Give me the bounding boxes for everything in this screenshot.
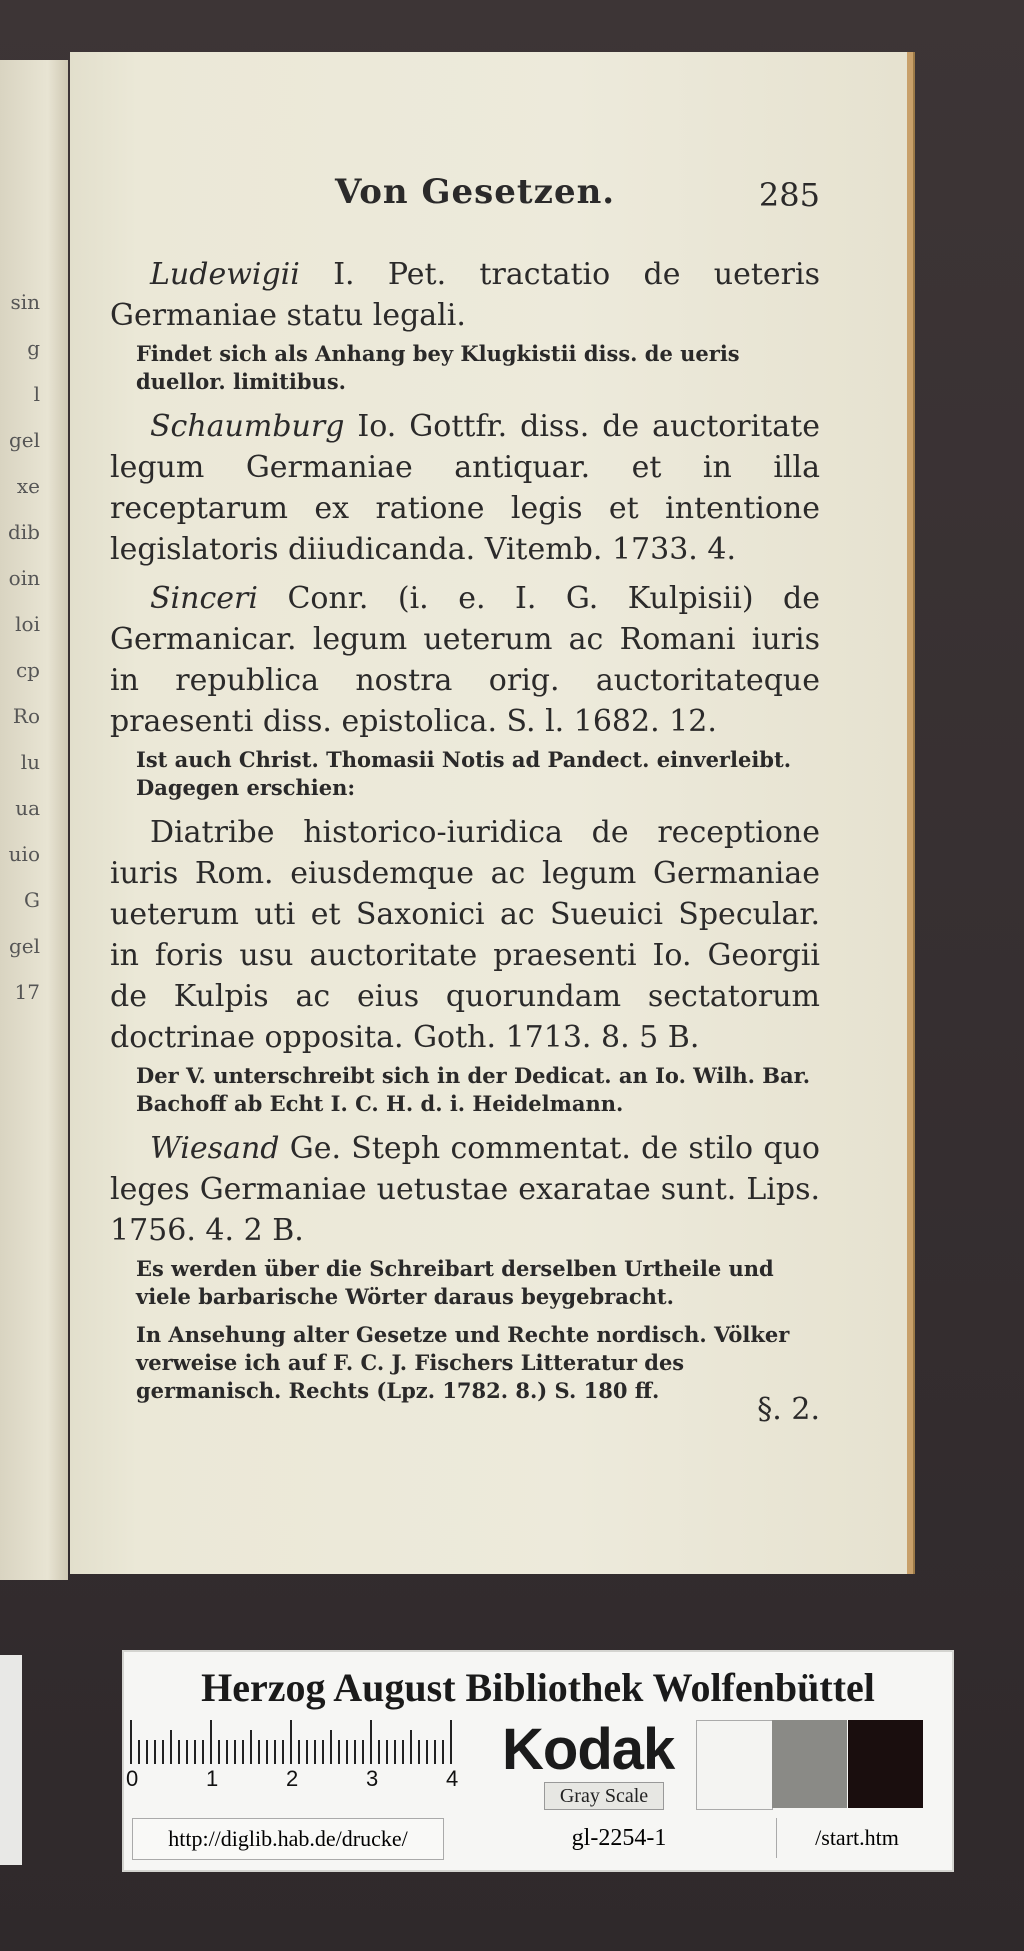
ruler-tick — [218, 1740, 220, 1764]
entry-text: Conr. (i. e. I. G. Kulpisii) de Germanicar. legum ueterum ac Romani iuris in republica nostra orig. auctoritateque praesenti diss. epistolica. S. l. 1682. 12. — [110, 581, 820, 739]
adjacent-page-edge — [0, 60, 68, 1580]
ruler-tick — [178, 1740, 180, 1764]
ruler-tick — [170, 1730, 172, 1764]
bibliography-entry — [110, 254, 820, 336]
entry-note: Ist auch Christ. Thomasii Notis ad Pandect. einverleibt. Dagegen erschien: — [136, 747, 791, 800]
ruler-tick — [330, 1730, 332, 1764]
ruler-tick — [298, 1740, 300, 1764]
ruler-tick — [258, 1740, 260, 1764]
running-title: Von Gesetzen. — [335, 172, 616, 212]
entry-text: I. Pet. tractatio de ueteris Germaniae statu legali. — [110, 257, 820, 333]
ruler-tick — [386, 1740, 388, 1764]
entry-author: Sinceri — [150, 581, 258, 616]
margin-fragment: lu — [20, 750, 40, 774]
ruler-tick — [394, 1740, 396, 1764]
url-label: http://diglib.hab.de/drucke/ — [132, 1818, 444, 1860]
ruler-tick — [426, 1740, 428, 1764]
ruler-tick — [418, 1740, 420, 1764]
bibliography-entry — [110, 1128, 820, 1251]
entry-text: Diatribe historico-iuridica de receptione iuris Rom. eiusdemque ac legum Germaniae ueterum uti et Saxonici ac Sueuici Specular. in foris usu auctoritate praesenti Io. Georgii de Kulpis ac eius quorundam sectatorum doctrinae opposita. Goth. 1713. 8. 5 B. — [110, 815, 820, 1055]
ruler-tick — [322, 1740, 324, 1764]
bibliography-entries — [110, 246, 820, 1415]
ruler-tick — [266, 1740, 268, 1764]
ruler-tick — [314, 1740, 316, 1764]
start-label: /start.htm — [776, 1818, 937, 1858]
ruler-tick — [378, 1740, 380, 1764]
section-mark: §. 2. — [757, 1392, 820, 1427]
book-page — [70, 52, 907, 1574]
ruler-tick — [338, 1740, 340, 1764]
black-swatch — [848, 1720, 923, 1808]
ruler-tick — [250, 1730, 252, 1764]
ruler-tick — [354, 1740, 356, 1764]
ruler-tick — [154, 1740, 156, 1764]
ruler-tick — [202, 1740, 204, 1764]
bibliography-entry — [110, 812, 820, 1058]
gray-swatch — [772, 1720, 847, 1808]
entry-note: In Ansehung alter Gesetze und Rechte nordisch. Völker verweise ich auf F. C. J. Fischers Litteratur des germanisch. Rechts (Lpz. 1782. 8.) S. 180 ff. — [136, 1322, 790, 1403]
margin-fragment: 17 — [14, 980, 40, 1004]
margin-fragment: gel — [8, 934, 40, 958]
ruler-tick — [146, 1740, 148, 1764]
margin-fragment: loi — [15, 612, 40, 636]
white-swatch — [696, 1720, 773, 1810]
bibliography-entry — [110, 406, 820, 570]
margin-fragment: dib — [7, 520, 40, 544]
ruler-tick — [402, 1740, 404, 1764]
ruler-tick — [274, 1740, 276, 1764]
ruler-tick — [226, 1740, 228, 1764]
kodak-logo: Kodak — [502, 1717, 675, 1782]
entry-note: Findet sich als Anhang bey Klugkistii diss. de ueris duellor. limitibus. — [136, 341, 740, 394]
ruler-tick — [162, 1740, 164, 1764]
ruler-number: 2 — [286, 1766, 299, 1791]
margin-fragment: uio — [8, 842, 40, 866]
ruler-tick — [138, 1740, 140, 1764]
ruler-number: 0 — [126, 1766, 139, 1791]
adjacent-card-edge — [0, 1655, 22, 1865]
ruler-tick — [346, 1740, 348, 1764]
margin-fragment: ua — [15, 796, 40, 820]
running-head — [110, 172, 820, 228]
ruler-tick — [282, 1740, 284, 1764]
library-name: Herzog August Bibliothek Wolfenbüttel — [201, 1665, 875, 1710]
ruler-tick — [130, 1720, 132, 1764]
entry-text: Io. Gottfr. diss. de auctoritate legum Germaniae antiquar. et in illa receptarum ex ratione legis et intentione legislatoris diiudicanda. Vitemb. 1733. 4. — [110, 409, 820, 567]
measurement-ruler — [126, 1722, 475, 1792]
ruler-number: 4 — [446, 1766, 459, 1791]
ruler-tick — [194, 1740, 196, 1764]
margin-fragment: sin — [10, 290, 40, 314]
entry-note: Der V. unterschreibt sich in der Dedicat. an Io. Wilh. Bar. Bachoff ab Echt I. C. H. d. i. Heidelmann. — [136, 1063, 811, 1116]
gray-scale-label: Gray Scale — [544, 1782, 664, 1810]
margin-fragment: xe — [16, 474, 40, 498]
shelfmark-label: gl-2254-1 — [571, 1825, 667, 1851]
margin-fragment: oin — [8, 566, 40, 590]
ruler-tick — [306, 1740, 308, 1764]
ruler-tick — [434, 1740, 436, 1764]
ruler-tick — [234, 1740, 236, 1764]
ruler-tick — [210, 1720, 212, 1764]
entry-author: Ludewigii — [150, 257, 300, 292]
entry-text: Ge. Steph commentat. de stilo quo leges Germaniae uetustae exaratae sunt. Lips. 1756. 4. 2 B. — [110, 1131, 820, 1248]
ruler-tick — [362, 1740, 364, 1764]
ruler-number: 1 — [206, 1766, 219, 1791]
ruler-tick — [242, 1740, 244, 1764]
margin-fragment: g — [27, 336, 40, 360]
ruler-number: 3 — [366, 1766, 379, 1791]
margin-fragment: l — [33, 382, 40, 406]
entry-author: Schaumburg — [150, 409, 345, 444]
page-number: 285 — [758, 176, 820, 214]
ruler-tick — [370, 1720, 372, 1764]
entry-note: Es werden über die Schreibart derselben Urtheile und viele barbarische Wörter daraus beygebracht. — [136, 1256, 774, 1309]
entry-author: Wiesand — [150, 1131, 280, 1166]
color-target-card — [122, 1650, 954, 1872]
ruler-tick — [410, 1730, 412, 1764]
bibliography-entry — [110, 578, 820, 742]
ruler-tick — [450, 1720, 452, 1764]
ruler-tick — [186, 1740, 188, 1764]
margin-fragment: cp — [15, 658, 40, 682]
ruler-tick — [442, 1740, 444, 1764]
margin-fragment: G — [24, 888, 40, 912]
ruler-tick — [290, 1720, 292, 1764]
margin-fragment: Ro — [12, 704, 40, 728]
margin-fragment: gel — [8, 428, 40, 452]
